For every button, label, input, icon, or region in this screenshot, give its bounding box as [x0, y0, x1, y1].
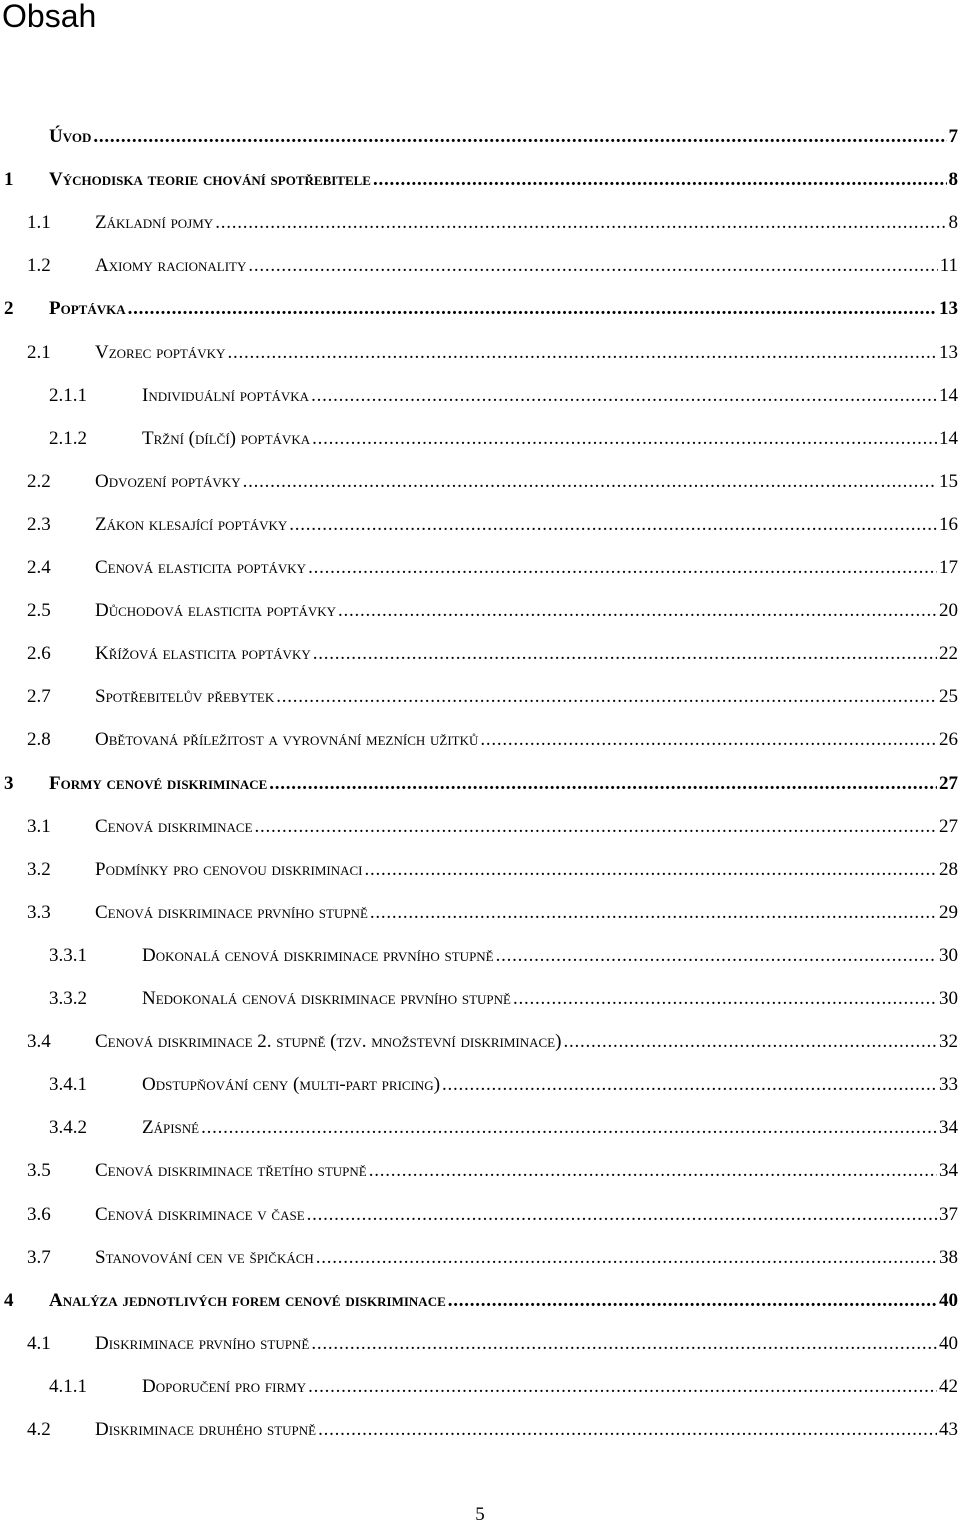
- toc-entry-title: Důchodová elasticita poptávky: [95, 600, 337, 621]
- toc-entry[interactable]: [0, 294, 958, 324]
- toc-entry-number: 3.2: [27, 859, 51, 880]
- toc-entry-number: 3.3.1: [49, 945, 87, 966]
- toc-entry[interactable]: [0, 381, 958, 411]
- toc-dot-leader: [276, 682, 937, 712]
- toc-dot-leader: [373, 165, 947, 195]
- page-title: Obsah: [2, 0, 97, 34]
- toc-dot-leader: [308, 1372, 937, 1402]
- toc-dot-leader: [215, 208, 946, 238]
- toc-entry[interactable]: [0, 1329, 958, 1359]
- toc-entry-title: Dokonalá cenová diskriminace prvního stupně: [142, 945, 494, 966]
- toc-entry-number: 3.6: [27, 1204, 51, 1225]
- toc-entry[interactable]: [0, 251, 958, 281]
- toc-entry-number: 4.1: [27, 1333, 51, 1354]
- toc-entry-page: 8: [948, 212, 958, 233]
- toc-entry[interactable]: [0, 898, 958, 928]
- toc-entry-title: Axiomy racionality: [95, 255, 247, 276]
- toc-entry-title: Poptávka: [49, 298, 126, 319]
- toc-entry-title: Diskriminace druhého stupně: [95, 1419, 317, 1440]
- toc-entry[interactable]: [0, 812, 958, 842]
- toc-entry[interactable]: [0, 984, 958, 1014]
- toc-entry-number: 2.5: [27, 600, 51, 621]
- toc-entry-number: 4: [4, 1290, 14, 1311]
- toc-entry-number: 3.3: [27, 902, 51, 923]
- toc-entry[interactable]: [0, 338, 958, 368]
- toc-entry-page: 7: [948, 126, 958, 147]
- toc-entry-number: 3.4.1: [49, 1074, 87, 1095]
- toc-entry-number: 2.4: [27, 557, 51, 578]
- toc-entry-number: 4.2: [27, 1419, 51, 1440]
- toc-entry-title: Úvod: [49, 126, 92, 147]
- toc-entry-title: Spotřebitelův přebytek: [95, 686, 275, 707]
- toc-entry-page: 8: [948, 169, 958, 190]
- toc-entry-title: Východiska teorie chování spotřebitele: [49, 169, 371, 190]
- toc-entry[interactable]: [0, 639, 958, 669]
- toc-entry[interactable]: [0, 1286, 958, 1316]
- toc-entry[interactable]: [0, 1200, 958, 1230]
- toc-dot-leader: [307, 1200, 937, 1230]
- toc-entry[interactable]: [0, 941, 958, 971]
- toc-entry[interactable]: [0, 1243, 958, 1273]
- toc-entry-page: 13: [939, 298, 958, 319]
- toc-entry[interactable]: [0, 596, 958, 626]
- toc-entry-number: 2.6: [27, 643, 51, 664]
- toc-entry-title: Tržní (dílčí) poptávka: [142, 428, 311, 449]
- toc-dot-leader: [496, 941, 937, 971]
- toc-entry-number: 4.1.1: [49, 1376, 87, 1397]
- toc-entry-number: 3.4: [27, 1031, 51, 1052]
- toc-dot-leader: [227, 338, 937, 368]
- toc-dot-leader: [255, 812, 937, 842]
- toc-entry-page: 20: [939, 600, 958, 621]
- toc-entry[interactable]: [0, 855, 958, 885]
- toc-dot-leader: [513, 984, 937, 1014]
- toc-entry[interactable]: [0, 1027, 958, 1057]
- toc-entry-page: 17: [939, 557, 958, 578]
- toc-dot-leader: [370, 898, 937, 928]
- toc-entry-title: Podmínky pro cenovou diskriminaci: [95, 859, 363, 880]
- toc-entry-page: 16: [939, 514, 958, 535]
- toc-dot-leader: [563, 1027, 937, 1057]
- toc-entry-number: 3.5: [27, 1160, 51, 1181]
- toc-entry[interactable]: [0, 208, 958, 238]
- toc-dot-leader: [93, 122, 946, 152]
- toc-entry-page: 27: [939, 773, 958, 794]
- toc-entry-page: 11: [939, 255, 958, 276]
- toc-entry-title: Cenová diskriminace prvního stupně: [95, 902, 368, 923]
- toc-dot-leader: [313, 639, 937, 669]
- toc-entry-number: 2.1.2: [49, 428, 87, 449]
- toc-entry-page: 14: [939, 428, 958, 449]
- toc-entry-page: 42: [939, 1376, 958, 1397]
- toc-entry[interactable]: [0, 1156, 958, 1186]
- toc-dot-leader: [289, 510, 937, 540]
- toc-entry-number: 3.3.2: [49, 988, 87, 1009]
- toc-entry-page: 14: [939, 385, 958, 406]
- toc-entry-page: 30: [939, 988, 958, 1009]
- toc-dot-leader: [365, 855, 938, 885]
- toc-entry-page: 37: [939, 1204, 958, 1225]
- toc-dot-leader: [338, 596, 937, 626]
- toc-entry-page: 13: [939, 342, 958, 363]
- toc-dot-leader: [311, 1329, 937, 1359]
- toc-dot-leader: [308, 553, 937, 583]
- toc-entry-page: 43: [939, 1419, 958, 1440]
- toc-entry-title: Vzorec poptávky: [95, 342, 226, 363]
- toc-entry-title: Cenová diskriminace třetího stupně: [95, 1160, 367, 1181]
- toc-dot-leader: [128, 294, 937, 324]
- toc-entry-title: Cenová diskriminace: [95, 816, 253, 837]
- toc-entry-title: Individuální poptávka: [142, 385, 310, 406]
- toc-entry-number: 1.1: [27, 212, 51, 233]
- toc-entry-page: 40: [939, 1290, 958, 1311]
- toc-entry-page: 27: [939, 816, 958, 837]
- toc-entry[interactable]: [0, 122, 958, 152]
- toc-entry-title: Zápisné: [142, 1117, 200, 1138]
- toc-entry-title: Stanovování cen ve špičkách: [95, 1247, 314, 1268]
- toc-dot-leader: [311, 381, 937, 411]
- toc-entry-title: Cenová elasticita poptávky: [95, 557, 307, 578]
- toc-entry-title: Formy cenové diskriminace: [49, 773, 268, 794]
- toc-entry-title: Zákon klesající poptávky: [95, 514, 288, 535]
- toc-dot-leader: [442, 1070, 937, 1100]
- toc-entry-page: 38: [939, 1247, 958, 1268]
- toc-dot-leader: [243, 467, 937, 497]
- toc-entry-title: Obětovaná příležitost a vyrovnání mezních užitků: [95, 729, 479, 750]
- toc-entry[interactable]: [0, 725, 958, 755]
- toc-entry-page: 34: [939, 1117, 958, 1138]
- toc-dot-leader: [201, 1113, 937, 1143]
- toc-entry-title: Diskriminace prvního stupně: [95, 1333, 310, 1354]
- toc-entry-page: 34: [939, 1160, 958, 1181]
- toc-entry[interactable]: [0, 682, 958, 712]
- page-number: 5: [475, 1504, 485, 1525]
- toc-dot-leader: [369, 1156, 937, 1186]
- toc-entry[interactable]: [0, 424, 958, 454]
- toc-entry-page: 25: [939, 686, 958, 707]
- toc-dot-leader: [269, 769, 937, 799]
- toc-entry-title: Základní pojmy: [95, 212, 214, 233]
- toc-entry-number: 2.3: [27, 514, 51, 535]
- toc-entry-page: 40: [939, 1333, 958, 1354]
- toc-entry-number: 2.1.1: [49, 385, 87, 406]
- toc-entry[interactable]: [0, 1070, 958, 1100]
- toc-entry-number: 3.1: [27, 816, 51, 837]
- toc-dot-leader: [248, 251, 937, 281]
- toc-entry-title: Křížová elasticita poptávky: [95, 643, 311, 664]
- toc-entry[interactable]: [0, 467, 958, 497]
- toc-entry-page: 30: [939, 945, 958, 966]
- toc-entry-number: 2.8: [27, 729, 51, 750]
- toc-entry-page: 32: [939, 1031, 958, 1052]
- toc-entry-number: 1.2: [27, 255, 51, 276]
- toc-entry-page: 26: [939, 729, 958, 750]
- toc-entry[interactable]: [0, 1372, 958, 1402]
- toc-entry[interactable]: [0, 553, 958, 583]
- toc-entry-page: 22: [939, 643, 958, 664]
- toc-entry-title: Odvození poptávky: [95, 471, 241, 492]
- toc-entry-title: Nedokonalá cenová diskriminace prvního stupně: [142, 988, 511, 1009]
- toc-entry-title: Odstupňování ceny (multi-part pricing): [142, 1074, 441, 1095]
- toc-entry[interactable]: [0, 1415, 958, 1445]
- toc-entry-page: 33: [939, 1074, 958, 1095]
- toc-entry-page: 15: [939, 471, 958, 492]
- toc-entry[interactable]: [0, 165, 958, 195]
- toc-entry-number: 3.4.2: [49, 1117, 87, 1138]
- toc-entry-number: 3.7: [27, 1247, 51, 1268]
- toc-entry-title: Doporučení pro firmy: [142, 1376, 307, 1397]
- toc-entry-title: Cenová diskriminace v čase: [95, 1204, 305, 1225]
- toc-dot-leader: [480, 725, 937, 755]
- toc-dot-leader: [448, 1286, 937, 1316]
- toc-entry[interactable]: [0, 510, 958, 540]
- toc-entry-page: 29: [939, 902, 958, 923]
- toc-entry-number: 2: [4, 298, 14, 319]
- toc-entry-number: 3: [4, 773, 14, 794]
- toc-entry-number: 2.2: [27, 471, 51, 492]
- toc-entry-number: 2.7: [27, 686, 51, 707]
- toc-entry[interactable]: [0, 769, 958, 799]
- toc-entry-number: 1: [4, 169, 14, 190]
- toc-dot-leader: [316, 1243, 937, 1273]
- toc-dot-leader: [312, 424, 937, 454]
- toc-entry-title: Cenová diskriminace 2. stupně (tzv. množstevní diskriminace): [95, 1031, 562, 1052]
- toc-entry[interactable]: [0, 1113, 958, 1143]
- toc-entry-number: 2.1: [27, 342, 51, 363]
- toc-entry-title: Analýza jednotlivých forem cenové diskriminace: [49, 1290, 446, 1311]
- toc-dot-leader: [318, 1415, 937, 1445]
- toc-entry-page: 28: [939, 859, 958, 880]
